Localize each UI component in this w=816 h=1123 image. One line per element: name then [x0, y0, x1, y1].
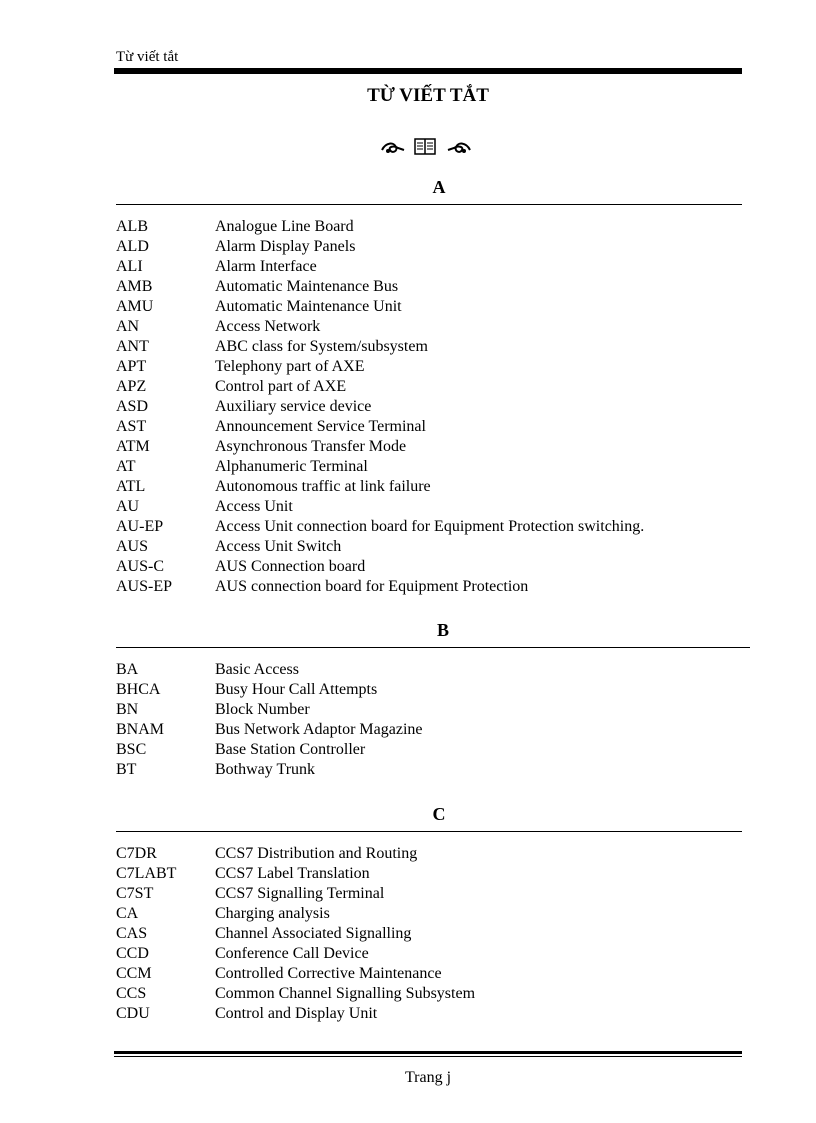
- list-item: [116, 217, 742, 237]
- abbreviation: ANT: [116, 338, 149, 355]
- book-ornament-icon: [378, 136, 474, 158]
- definition: Auxiliary service device: [215, 398, 372, 415]
- definition: Charging analysis: [215, 905, 330, 922]
- abbreviation: BHCA: [116, 681, 161, 698]
- list-item: [116, 297, 742, 317]
- section-rule: [116, 647, 750, 648]
- list-item: [116, 317, 742, 337]
- definition: AUS Connection board: [215, 558, 366, 575]
- definition: Control and Display Unit: [215, 1005, 378, 1022]
- definition: Bothway Trunk: [215, 761, 316, 778]
- list-item: [116, 844, 742, 864]
- list-item: [116, 517, 742, 537]
- abbreviation: AUS: [116, 538, 149, 555]
- list-item: [116, 397, 742, 417]
- header-rule: [114, 68, 742, 74]
- abbreviation: AU-EP: [116, 518, 164, 535]
- abbreviation: CDU: [116, 1005, 150, 1022]
- abbreviation: AN: [116, 318, 140, 335]
- list-item: [116, 277, 742, 297]
- abbreviation: ATM: [116, 438, 150, 455]
- abbreviation: AT: [116, 458, 136, 475]
- abbreviation: APT: [116, 358, 147, 375]
- definition: Telephony part of AXE: [215, 358, 365, 375]
- definition: Block Number: [215, 701, 310, 718]
- definition: CCS7 Distribution and Routing: [215, 845, 418, 862]
- definition: Common Channel Signalling Subsystem: [215, 985, 476, 1002]
- abbreviation: CA: [116, 905, 139, 922]
- definition: Autonomous traffic at link failure: [215, 478, 431, 495]
- page-title: TỪ VIẾT TẮT: [367, 85, 489, 106]
- list-item: [116, 984, 742, 1004]
- definition: Automatic Maintenance Unit: [215, 298, 402, 315]
- abbreviation: CAS: [116, 925, 148, 942]
- abbreviation: AST: [116, 418, 147, 435]
- abbreviation: CCD: [116, 945, 149, 962]
- definition: Basic Access: [215, 661, 299, 678]
- definition: Analogue Line Board: [215, 218, 354, 235]
- list-item: [116, 417, 742, 437]
- section-rule: [116, 831, 742, 832]
- running-header: Từ viết tắt: [116, 49, 179, 65]
- section-b: [116, 619, 750, 780]
- abbreviation: BA: [116, 661, 139, 678]
- definition: Access Unit connection board for Equipment Protection switching.: [215, 518, 645, 535]
- entry-list: [116, 844, 742, 1024]
- abbreviation: C7ST: [116, 885, 154, 902]
- definition: AUS connection board for Equipment Protection: [215, 578, 529, 595]
- definition: Access Network: [215, 318, 321, 335]
- list-item: [116, 557, 742, 577]
- list-item: [116, 884, 742, 904]
- section-c: [116, 803, 742, 1024]
- abbreviation: ALD: [116, 238, 149, 255]
- abbreviation: ALI: [116, 258, 143, 275]
- section-a: [116, 176, 742, 597]
- definition: Alphanumeric Terminal: [215, 458, 368, 475]
- list-item: [116, 477, 742, 497]
- list-item: [116, 457, 742, 477]
- footer-rule: [114, 1051, 742, 1057]
- abbreviation: BN: [116, 701, 139, 718]
- abbreviation: AUS-C: [116, 558, 165, 575]
- definition: Channel Associated Signalling: [215, 925, 412, 942]
- list-item: [116, 257, 742, 277]
- definition: Controlled Corrective Maintenance: [215, 965, 442, 982]
- list-item: [116, 964, 742, 984]
- abbreviation: APZ: [116, 378, 147, 395]
- definition: Busy Hour Call Attempts: [215, 681, 378, 698]
- entry-list: [116, 217, 742, 597]
- section-letter: C: [432, 804, 446, 824]
- list-item: [116, 864, 742, 884]
- list-item: [116, 1004, 742, 1024]
- list-item: [116, 660, 750, 680]
- definition: ABC class for System/subsystem: [215, 338, 428, 355]
- abbreviation: CCS: [116, 985, 147, 1002]
- list-item: [116, 577, 742, 597]
- abbreviation: BSC: [116, 741, 147, 758]
- definition: CCS7 Signalling Terminal: [215, 885, 385, 902]
- abbreviation: AUS-EP: [116, 578, 173, 595]
- definition: Access Unit: [215, 498, 293, 515]
- definition: Asynchronous Transfer Mode: [215, 438, 407, 455]
- abbreviation: AU: [116, 498, 140, 515]
- abbreviation: CCM: [116, 965, 152, 982]
- section-letter: B: [436, 620, 449, 640]
- list-item: [116, 437, 742, 457]
- abbreviation: ATL: [116, 478, 146, 495]
- definition: Conference Call Device: [215, 945, 369, 962]
- abbreviation: AMU: [116, 298, 154, 315]
- section-letter: A: [432, 177, 446, 197]
- list-item: [116, 904, 742, 924]
- list-item: [116, 377, 742, 397]
- definition: Alarm Display Panels: [215, 238, 356, 255]
- definition: Automatic Maintenance Bus: [215, 278, 399, 295]
- page-number: Trang j: [404, 1069, 452, 1086]
- abbreviation: C7LABT: [116, 865, 177, 882]
- list-item: [116, 497, 742, 517]
- list-item: [116, 537, 742, 557]
- list-item: [116, 680, 750, 700]
- abbreviation: C7DR: [116, 845, 157, 862]
- definition: Bus Network Adaptor Magazine: [215, 721, 423, 738]
- abbreviation: ALB: [116, 218, 148, 235]
- list-item: [116, 944, 742, 964]
- definition: Access Unit Switch: [215, 538, 342, 555]
- list-item: [116, 740, 750, 760]
- section-rule: [116, 204, 742, 205]
- abbreviation: ASD: [116, 398, 149, 415]
- abbreviation: AMB: [116, 278, 153, 295]
- abbreviation: BT: [116, 761, 137, 778]
- abbreviation: BNAM: [116, 721, 165, 738]
- definition: Alarm Interface: [215, 258, 317, 275]
- definition: Control part of AXE: [215, 378, 347, 395]
- definition: Announcement Service Terminal: [215, 418, 426, 435]
- list-item: [116, 237, 742, 257]
- list-item: [116, 357, 742, 377]
- list-item: [116, 700, 750, 720]
- definition: Base Station Controller: [215, 741, 366, 758]
- list-item: [116, 924, 742, 944]
- entry-list: [116, 660, 750, 780]
- definition: CCS7 Label Translation: [215, 865, 370, 882]
- list-item: [116, 337, 742, 357]
- list-item: [116, 760, 750, 780]
- list-item: [116, 720, 750, 740]
